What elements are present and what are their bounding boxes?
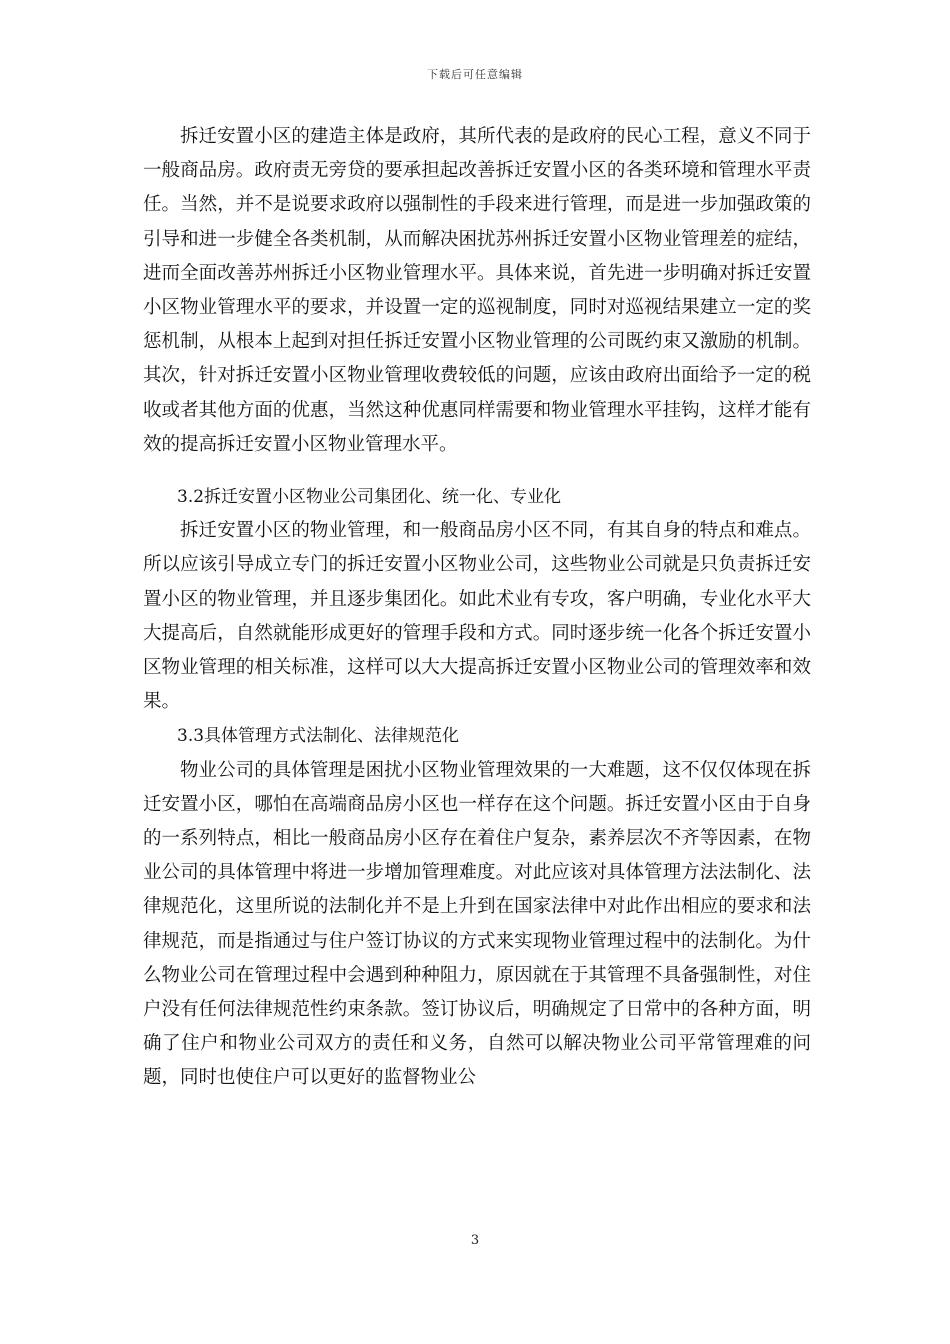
paragraph-government-role: 拆迁安置小区的建造主体是政府，其所代表的是政府的民心工程，意义不同于一般商品房。政府责无旁贷的要承担起改善拆迁安置小区的各类环境和管理水平责任。当然，并不是说要求政府以强制性的手段来进行管理，而是进一步加强政策的引导和进一步健全各类机制，从而解决困扰苏州拆迁安置小区物业管理差的症结，进而全面改善苏州拆迁小区物业管理水平。具体来说，首先进一步明确对拆迁安置小区物业管理水平的要求，并设置一定的巡视制度，同时对巡视结果建立一定的奖惩机制，从根本上起到对担任拆迁安置小区物业管理的公司既约束又激励的机制。其次，针对拆迁安置小区物业管理收费较低的问题，应该由政府出面给予一定的税收或者其他方面的优惠，当然这种优惠同样需要和物业管理水平挂钩，这样才能有效的提高拆迁安置小区物业管理水平。 [143,126,811,455]
paragraph-legal-management: 物业公司的具体管理是困扰小区物业管理效果的一大难题，这不仅仅体现在拆迁安置小区，哪怕在高端商品房小区也一样存在这个问题。拆迁安置小区由于自身的一系列特点，相比一般商品房小区存在着住户复杂，素养层次不齐等因素，在物业公司的具体管理中将进一步增加管理难度。对此应该对具体管理方法法制化、法律规范化，这里所说的法制化并不是上升到在国家法律中对此作出相应的要求和法律规范，而是指通过与住户签订协议的方式来实现物业管理过程中的法制化。为什么物业公司在管理过程中会遇到种种阻力，原因就在于其管理不具备强制性，对住户没有任何法律规范性约束条款。签订协议后，明确规定了日常中的各种方面，明确了住户和物业公司双方的责任和义务，自然可以解决物业公司平常管理难的问题，同时也使住户可以更好的监督物业公 [143,759,811,1089]
section-heading-3-2: 3.2拆迁安置小区物业公司集团化、统一化、专业化 [177,487,562,508]
paragraph-specialization: 拆迁安置小区的物业管理，和一般商品房小区不同，有其自身的特点和难点。所以应该引导成立专门的拆迁安置小区物业公司，这些物业公司就是只负责拆迁安置小区的物业管理，并且逐步集团化。如此术业有专攻，客户明确，专业化水平大大提高后，自然就能形成更好的管理手段和方式。同时逐步统一化各个拆迁安置小区物业管理的相关标准，这样可以大大提高拆迁安置小区物业公司的管理效率和效果。 [143,520,811,713]
document-body [143,120,811,1096]
page-header: 下载后可任意编辑 [427,68,523,81]
page-number: 3 [470,1233,480,1248]
section-heading-3-3: 3.3具体管理方式法制化、法律规范化 [177,726,460,747]
section-gap [143,462,811,480]
